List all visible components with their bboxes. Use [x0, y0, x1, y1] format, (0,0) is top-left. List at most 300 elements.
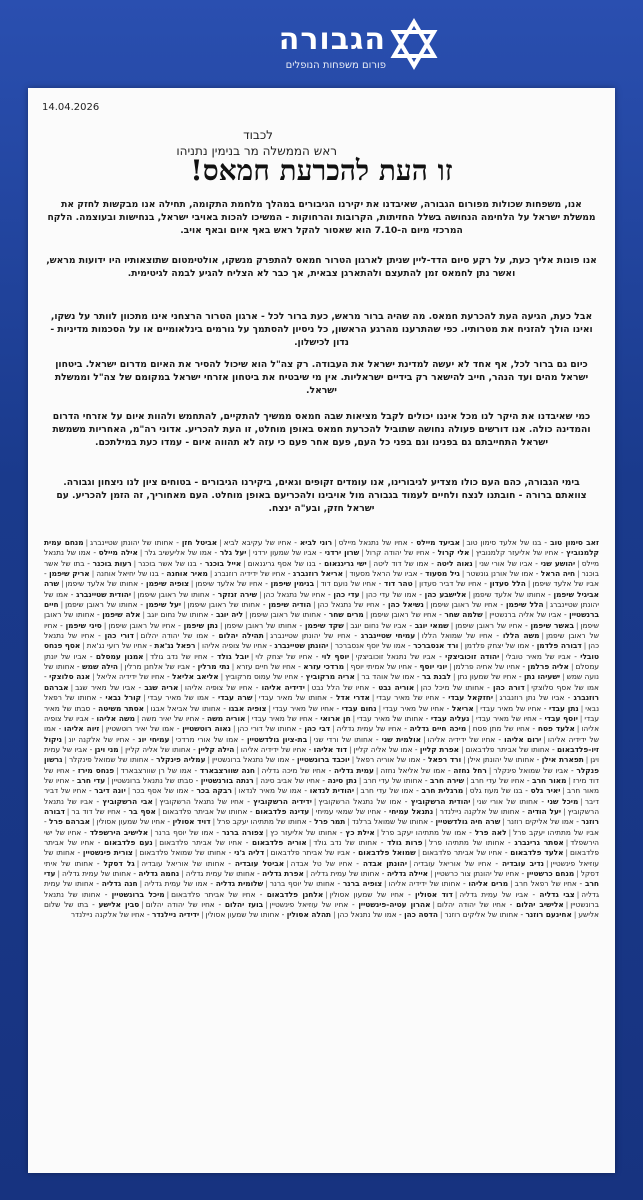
signatory-name: אלה שיפמן — [102, 610, 141, 620]
signatory — [419, 579, 526, 588]
separator: | — [432, 900, 435, 910]
signatory-name: אילת כץ — [345, 827, 375, 837]
signatory — [217, 817, 345, 826]
signatory-name: אפרת קליין — [419, 744, 460, 754]
separator: | — [116, 765, 119, 775]
signatory — [106, 724, 231, 733]
paragraph-6: בימי הגבורה, כהם העם כולו מצדיע לגיבורינו, אנו עומדים זקופים וגאים, ביקירנו הגיבורים - בטוחים ציון לנו ניצחון וגבורה. צוואתם ברורה - חובתנו לנצח ולחיים לעמוד בגבורה מול אויבינו ולהכריעם באופן מוחלט. העם מאחוריך, זה הזמן להכריע. עם ישראל חזק, ובע"ה ינצח. — [56, 477, 587, 514]
signatory — [150, 652, 249, 661]
separator: | — [255, 775, 259, 785]
separator: | — [248, 548, 251, 558]
signatory — [75, 683, 178, 692]
signatory-name: אולמית שני — [381, 734, 422, 744]
signatory — [422, 848, 563, 857]
separator: | — [365, 610, 369, 620]
separator: | — [286, 858, 289, 868]
signatory-name: חנה גדליה — [101, 879, 138, 889]
signatory-relation: - אמו של אליאל נחזה — [380, 765, 454, 775]
signatory-name: רחל נחזה — [453, 765, 487, 775]
signatory-name: נתן עבדי — [549, 703, 579, 713]
signatory-name: רוני לביא — [299, 538, 333, 547]
signatory — [255, 652, 349, 661]
separator: | — [565, 848, 569, 858]
separator: | — [454, 889, 458, 899]
org-logo — [210, 18, 440, 78]
signatory-name: ניקול זיו-פלדבאום — [44, 734, 599, 754]
separator: | — [101, 724, 104, 734]
separator: | — [488, 765, 492, 775]
signatory — [121, 766, 255, 775]
separator: | — [143, 693, 146, 703]
signatory-relation: - אחיו של אביתר פלדבאום — [422, 848, 511, 858]
signatory — [468, 755, 584, 764]
signatory-relation: - אחותו של מיכל כהן — [420, 682, 494, 692]
signatory-relation: - אחיו של דביר סעדון — [419, 579, 490, 589]
separator: | — [133, 589, 136, 599]
signatory — [185, 683, 305, 692]
separator: | — [265, 900, 268, 910]
separator: | — [334, 538, 337, 547]
signatory — [162, 807, 309, 816]
signatory — [141, 714, 245, 723]
signatory-name: דורי כהן — [104, 631, 134, 641]
signatory-name: נשיאל כהן — [388, 600, 424, 610]
signatory — [318, 797, 470, 806]
signatory-name: יהודית לנדאו — [309, 786, 355, 796]
signatory-relation: - אחיו של שמאי עמיחי — [315, 806, 390, 816]
signatory-name: אביעד מיילס — [416, 538, 461, 547]
signatory-name: שלמה שחר — [444, 610, 483, 620]
signatory-relation: - אחיו של שמעון נתן — [457, 672, 524, 682]
separator: | — [468, 724, 471, 734]
separator: | — [546, 858, 549, 868]
signatory-name: ידידיה הרשקוביץ — [253, 796, 312, 806]
separator: | — [171, 734, 174, 744]
signatory — [176, 735, 307, 744]
signatory-relation: - אביו של נתן רוזנברג — [499, 693, 574, 703]
signatory — [473, 724, 575, 733]
signatory-relation: - בנו של אלעד סימון טוב — [466, 538, 551, 547]
signatory — [69, 755, 206, 764]
signatory-relation: - אחיו של מאיר עבדי — [476, 713, 545, 723]
signatory-name: צורית פינשטיין — [82, 848, 133, 858]
signatory-name: יהונתן אבדה — [362, 858, 407, 868]
signatory-name: דוד אסולין — [415, 889, 453, 899]
signatory-relation: - אחותו של אורי שני — [476, 796, 548, 806]
signatory — [366, 590, 466, 599]
separator: | — [141, 900, 144, 910]
signatory-relation: - אביו של מאיר טובלי — [505, 651, 581, 661]
signatory-name: איילה גדליה — [386, 869, 429, 878]
separator: | — [352, 713, 356, 723]
separator: | — [157, 806, 161, 816]
signatory — [429, 838, 564, 847]
signatory-relation: - אחיו של יהונתן צור כרשטיין — [434, 869, 527, 878]
signatory-relation: - אחיו של עמית גדליה — [336, 724, 410, 734]
signatory — [147, 610, 243, 619]
signatory-relation: - אחיו של יהודה יהלום — [145, 900, 225, 910]
separator: | — [183, 600, 186, 610]
signatory-name: ישעיהו נתן — [524, 672, 561, 682]
signatory-relation: - אחיו של דביר דיבר — [44, 786, 599, 806]
signatory-name: מאור חרב — [532, 775, 567, 785]
separator: | — [466, 775, 469, 785]
signatory — [138, 590, 258, 599]
signatory-name: פרות גולד — [387, 837, 423, 847]
signatory-name: סיני שיפמן — [65, 620, 102, 630]
separator: | — [150, 827, 153, 837]
separator: | — [423, 734, 426, 744]
signatory-relation: - אחיו של מאיר עבדי — [272, 703, 342, 713]
separator: | — [346, 662, 349, 672]
separator: | — [308, 837, 312, 847]
signatory — [354, 745, 459, 754]
separator: | — [332, 724, 335, 734]
signatory-relation: - אחותו של מתתיהו פרל — [429, 837, 515, 847]
separator: | — [268, 703, 271, 713]
separator: | — [233, 786, 237, 796]
signatory — [159, 838, 307, 847]
signatory-relation: - אמו של דוד ליטה — [373, 558, 437, 568]
signatory-relation: - אמו של רן שוורצבארד — [120, 765, 200, 775]
signatory-name: אסף פנחס טובלי — [44, 641, 599, 661]
separator: | — [356, 786, 359, 796]
separator: | — [265, 827, 269, 837]
signatory-name: חנה שוורצבארד — [199, 765, 255, 775]
signatory-relation: - בתו של שלום אלישע — [44, 900, 599, 920]
signatory-name: אהרון עטיה-פינשטיין — [358, 900, 431, 910]
signatory-relation: - אחיו של הלל נבט — [311, 682, 379, 692]
signatory-relation: - אחיו של אליעזר קלמנוביץ — [475, 548, 567, 558]
separator: | — [575, 620, 579, 630]
signatory-relation: - אמו של נתנאל ברונשטיין — [212, 755, 297, 765]
signatory-relation: - אמו של מתתיהו יעקב פרל — [381, 827, 475, 837]
signatory-relation: - אמו של יוסף ברנר — [154, 827, 222, 837]
signatory-name: אמנון עמסלם — [95, 651, 144, 661]
separator: | — [259, 589, 262, 599]
signatory-relation: - אחותו של ראובן שיפמן — [44, 610, 599, 630]
separator: | — [435, 806, 438, 816]
signatory-name: שרון ירדני — [324, 548, 360, 558]
separator: | — [439, 910, 443, 920]
signatory-name: יהודה זוכוביצקי — [445, 651, 500, 661]
signatory-relation: - אחיו של אביב סינה — [260, 775, 328, 785]
signatory-name: זיוה אליהו — [64, 724, 100, 734]
signatory-relation: - אחותו של יהונתן אילן — [467, 755, 542, 765]
separator: | — [417, 631, 420, 641]
signatory-relation: - אחיו של ראובן שיפמן — [430, 600, 506, 610]
signatory-name: נאוה רוטשטיין — [182, 724, 231, 734]
separator: | — [417, 848, 421, 858]
signatory-name: מנחם עמית קלמנוביץ — [44, 538, 599, 558]
signatory-relation: - אחותו של רפאל נבאי — [44, 693, 599, 713]
separator: | — [345, 620, 349, 630]
signatory-name: דבורה פלדמן — [536, 641, 582, 651]
signatory — [146, 900, 263, 909]
signatory-relation: - אחותו של נחום יוגב — [146, 610, 216, 620]
signatory-name: מיכה חיים גדליה — [409, 724, 467, 734]
signatory-name: צופיה שיפמן — [146, 579, 189, 589]
separator: | — [333, 910, 336, 920]
signatory-name: גל דסקל — [103, 858, 135, 868]
signatory-name: צפורה ברנר — [221, 827, 264, 837]
signatory — [159, 797, 312, 806]
separator: | — [265, 631, 269, 641]
separator: | — [472, 796, 475, 806]
separator: | — [233, 724, 236, 734]
separator: | — [568, 775, 572, 785]
signatory — [62, 869, 179, 878]
signatory-relation: - אחותו של עמית גדליה — [61, 869, 139, 878]
signatory — [361, 672, 451, 681]
separator: | — [425, 600, 429, 610]
signatory-relation: - אמו של יהודה יהלום — [140, 631, 219, 641]
separator: | — [580, 796, 583, 806]
signatory-name: גרשון פנקלר — [44, 755, 599, 775]
separator: | — [461, 569, 465, 579]
signatory-name: קורל נבאי — [105, 693, 142, 703]
signatory-name: נתן שיפמן — [183, 620, 219, 630]
signatory-relation: - אחיו של אביתר פלדבאום — [171, 889, 267, 899]
signatory-relation: - אחיו של ידידיה רוזנברג — [214, 569, 293, 579]
signatory-relation: - אחותו של עמית גדליה — [44, 879, 599, 899]
signatory-name: אפרת גדליה — [262, 869, 304, 878]
signatory-name: נעליה עבדי — [430, 713, 470, 723]
signatory-relation: - אחותו של אלעד שיפמן — [65, 579, 147, 589]
signatory-relation: - אחיו של מיכה גדליה — [261, 765, 335, 775]
signatory — [214, 569, 343, 578]
signatory-name: תמר פרל — [314, 817, 346, 827]
signatory-name: אילה מיילס — [98, 548, 138, 558]
signatory — [330, 890, 453, 899]
signatory-relation: - אמו של אליה קליין — [353, 744, 420, 754]
signatory — [466, 569, 575, 578]
signatory-name: אברהם רוזנברג — [44, 682, 599, 703]
signatory-name: ידידיה אליהו — [261, 682, 305, 692]
signatory-relation: - אחותו של ורדי שני — [313, 734, 382, 744]
separator: | — [254, 693, 257, 703]
signatory-relation: - אביו של שמעון ירדני — [252, 548, 325, 558]
signatory-relation: - אביו של אביתר פלדבאום — [270, 848, 359, 858]
signatory-name: ידידיה ניילנדר — [151, 910, 200, 920]
signatory — [366, 548, 470, 557]
signatory — [253, 548, 359, 557]
signatory-name: אנה סלוצקי — [49, 672, 91, 682]
separator: | — [526, 682, 530, 692]
signatory-relation: - אחותו של אביתר פלדבאום — [465, 744, 558, 754]
signatory-name: הילה שמש — [82, 662, 119, 672]
separator: | — [61, 579, 64, 589]
separator: | — [220, 672, 224, 682]
signatory-relation: - אמו של יאיר רוטשטיין — [105, 724, 183, 734]
signatory — [273, 704, 377, 713]
signatory — [212, 755, 350, 764]
separator: | — [495, 693, 498, 703]
separator: | — [349, 744, 352, 754]
signatory-relation: - אחותו של ראובן שיפמן — [224, 620, 305, 630]
paragraph-3: אבל כעת, הגיעה העת להכרעת חמאס. מה שהיה ברור מראש, כעת ברור לכל - ארגון הטרור הרצחני אינו מתכוון לוותר על נשקו, ואינו הולך להזניח את מטרותיו. כפי שהתרענו מהרגע הראשון, כל ניסיון להסתמך על גורמים בינלאומיים או על הסכמות מדיניות - נדון לכישלון. — [50, 311, 593, 348]
separator: | — [502, 817, 505, 827]
signatory-relation: - אחיו של ידידיה אליהו — [240, 744, 314, 754]
separator: | — [545, 600, 549, 610]
signatory-relation: - אמו של עדי כהן — [366, 589, 425, 599]
signatory-name: אלישיב הירשפלד — [89, 827, 149, 837]
signatory-relation: - אביו של מאיר שגב — [75, 682, 145, 692]
signatory — [97, 672, 219, 681]
signatory — [373, 559, 473, 568]
signatory — [259, 693, 370, 702]
separator: | — [64, 755, 67, 765]
signatory-name: יוכבד ברונשטיין — [296, 755, 350, 765]
signatory-name: אלעד פסח — [537, 724, 575, 734]
separator: | — [135, 631, 139, 641]
signatory-name: אליה פרלמן — [527, 662, 569, 672]
separator: | — [562, 672, 565, 682]
signatory-name: עדי חרב — [76, 775, 106, 785]
separator: | — [577, 569, 580, 579]
signatory-name: נאוה ליטה — [436, 558, 473, 568]
signatory-relation: - אחיו של ראובן שיפמן — [44, 620, 599, 641]
separator: | — [201, 910, 204, 920]
separator: | — [378, 703, 382, 713]
signatory-name: משה אליהו — [96, 713, 135, 723]
signatory — [195, 579, 314, 588]
signatory-relation: - אחותו של עמית גדליה — [185, 869, 263, 878]
signatory — [430, 600, 543, 609]
signatory-relation: - אחותו של אוריאל עובדיה — [141, 858, 235, 868]
signatory-name: אסתר גרינברג — [514, 837, 564, 847]
signatory — [316, 807, 434, 816]
signatory-name: הודיה שיפמן — [268, 600, 312, 610]
signatory-relation: - אביו של אליה ברנשטיין — [489, 610, 570, 620]
signatory — [376, 693, 493, 702]
signatory — [335, 641, 459, 650]
separator: | — [462, 538, 465, 547]
signatory-relation: - אחיו של יהודה קרול — [365, 548, 438, 558]
signatory — [270, 900, 431, 909]
separator: | — [309, 734, 312, 744]
separator: | — [70, 682, 74, 692]
signatory-relation: - אחותו של שמואל פלדבאום — [139, 848, 235, 858]
signatory — [96, 569, 208, 578]
signatory — [422, 631, 540, 640]
separator: | — [460, 641, 463, 651]
separator: | — [66, 806, 70, 816]
signatory-name: בת-ציון גולדשטיין — [247, 734, 308, 744]
signatory-relation: - אחיו של יהודה יהלום — [436, 900, 517, 910]
signatory-name: אריה מרקוביץ — [305, 672, 355, 682]
separator: | — [585, 755, 589, 765]
signatory-relation: - אחיו של מאיר עבדי — [383, 703, 452, 713]
separator: | — [325, 889, 328, 899]
signatory-name: הלל שיפמן — [505, 600, 544, 610]
signatory-name: רעות בוכנר — [92, 558, 132, 568]
separator: | — [468, 589, 471, 599]
letter-date: 14.04.2026 — [42, 102, 100, 113]
signatory-name: הלל סעדון — [489, 579, 526, 589]
signatory-name: צבי גדליה — [539, 889, 575, 899]
signatory-name: אלי קרול — [437, 548, 470, 558]
signatory-relation: - אחיו של נתנאל כהן — [317, 600, 389, 610]
signatory-relation: - אחותו של ראובן שיפמן — [249, 610, 329, 620]
separator: | — [384, 879, 387, 889]
signatory — [144, 879, 263, 888]
signatory — [224, 538, 332, 547]
signatory-name: עמיחי יונ — [138, 734, 170, 744]
letter-page — [28, 88, 615, 1173]
signatory — [414, 859, 545, 868]
signatory-name: יהונתן שטיינברג — [274, 641, 329, 651]
signatory-name: יוני יוסף — [419, 662, 448, 672]
signatory-name: משה הללו — [502, 631, 540, 641]
separator: | — [197, 641, 200, 651]
signatory-relation: - אחיו של ידידיה אליהו — [427, 734, 505, 744]
signatory-name: אריק שיפמן — [49, 569, 90, 579]
signatory-name: שקד שיפמן — [304, 620, 344, 630]
separator: | — [474, 558, 478, 568]
separator: | — [583, 641, 587, 651]
signatory-relation: - אביו של צופיה אליהו — [44, 713, 599, 734]
signatory-name: ליה יוגב — [215, 610, 243, 620]
signatory — [318, 600, 424, 609]
separator: | — [207, 755, 211, 765]
signatory-relation: - אחיו של רועי נג'את — [86, 641, 155, 651]
signatory-name: מיכל שני — [547, 796, 579, 806]
separator: | — [212, 817, 216, 827]
signatory-name: חיים ברנשטיין — [44, 600, 599, 620]
separator: | — [361, 548, 364, 558]
signatory-name: נתי מרלין — [197, 662, 230, 672]
signatory — [68, 735, 169, 744]
signatory-name: שירה זנזקר — [217, 589, 258, 599]
signatory-name: שרה אביגיל שיפמן — [44, 579, 599, 599]
signatory — [459, 890, 574, 899]
signatory-relation: - אחיו של רפאל חרב — [514, 879, 585, 889]
signatory — [155, 828, 264, 837]
signatory-name: רנתה בורנשטיין — [200, 775, 254, 785]
signatory-relation: - אחיו של אביתר פלדבאום — [44, 837, 599, 858]
signatory-relation: - אחיו של עוזיאל פינשטיין — [269, 900, 359, 910]
signatory-relation: - אחיו של שמואל הללו — [421, 631, 503, 641]
recipient-line-1: לכבוד — [243, 128, 273, 142]
signatory — [225, 672, 355, 681]
signatory-relation: - אחיו של מאיר עבדי — [251, 713, 321, 723]
signatory-relation: - אמו של ידידיה אליהו — [44, 724, 599, 744]
separator: | — [358, 775, 362, 785]
signatory-relation: - אחותו של איתי דסקל — [44, 858, 599, 878]
separator: | — [576, 869, 579, 878]
signatory — [421, 683, 525, 692]
signatory-relation: - אחיו של עקיבא לביא — [223, 538, 300, 547]
signatory-name: צופיה אבגו — [228, 703, 267, 713]
signatory-name: זאב סימון טוב — [550, 538, 599, 547]
separator: | — [82, 641, 85, 651]
signatory-relation: - אחיו של מאיר עבדי — [376, 693, 449, 703]
signatory-name: יהודית שטיינברג — [76, 589, 132, 599]
separator: | — [103, 620, 107, 630]
signatory-name: יאיר גלס — [530, 786, 561, 796]
signatory — [270, 879, 382, 888]
signatory-relation: - בנו של אשר בוכנר — [138, 558, 206, 568]
signatory-relation: - אחותו של נדב גולד — [313, 837, 388, 847]
separator: | — [209, 569, 213, 579]
signatory-relation: - אחיו של חיים עזרא — [236, 662, 304, 672]
separator: | — [306, 682, 310, 692]
signatory-name: מרים אליהו — [468, 879, 509, 889]
signatory-relation: - אחיו של דוד מירז — [44, 765, 599, 785]
signatory-relation: - אביו של אלחנן מרלין — [124, 662, 198, 672]
signatory — [435, 869, 575, 878]
